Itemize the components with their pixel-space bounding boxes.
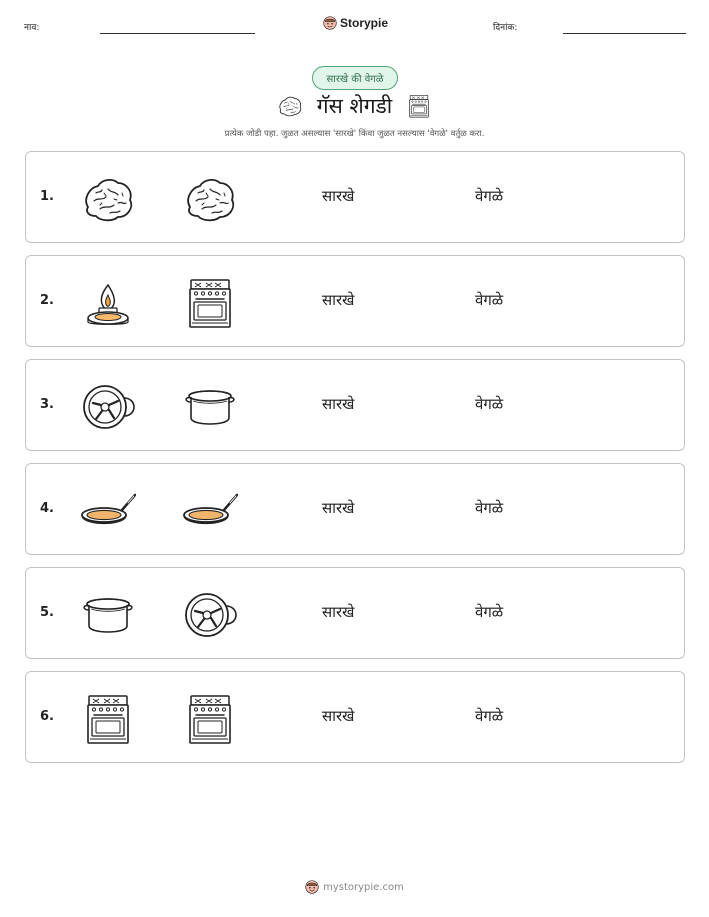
- storypie-mascot-icon: [323, 16, 337, 30]
- rock-icon: [277, 93, 303, 119]
- question-number: 3.: [40, 397, 54, 412]
- question-card: [25, 359, 685, 451]
- name-label: नाव:: [24, 23, 40, 33]
- footer: [0, 880, 709, 894]
- date-write-line[interactable]: [563, 33, 686, 34]
- option-same[interactable]: सारखे: [322, 187, 355, 205]
- question-card: [25, 671, 685, 763]
- stove-icon: [182, 691, 238, 747]
- knob-icon: [80, 379, 136, 435]
- knob-icon: [182, 587, 238, 643]
- rock-icon: [182, 171, 238, 227]
- option-same[interactable]: सारखे: [322, 291, 355, 309]
- stove-icon: [406, 93, 432, 119]
- option-different[interactable]: वेगळे: [475, 499, 504, 517]
- option-same[interactable]: सारखे: [322, 499, 355, 517]
- question-number: 6.: [40, 709, 54, 724]
- name-write-line[interactable]: [100, 33, 255, 34]
- activity-badge: सारखे की वेगळे: [312, 66, 398, 90]
- stove-icon: [182, 275, 238, 331]
- question-number: 4.: [40, 501, 54, 516]
- frying-pan-icon: [80, 483, 136, 539]
- instructions: प्रत्येक जोडी पहा. जुळत असल्यास 'सारखे' किंवा जुळत नसल्यास 'वेगळे' वर्तुळ करा.: [224, 129, 485, 139]
- pot-icon: [182, 379, 238, 435]
- option-different[interactable]: वेगळे: [475, 395, 504, 413]
- brand-logo: [323, 13, 388, 33]
- question-card: [25, 463, 685, 555]
- option-different[interactable]: वेगळे: [475, 603, 504, 621]
- page-title: गॅस शेगडी: [316, 94, 393, 118]
- question-card: [25, 151, 685, 243]
- storypie-mascot-icon: [305, 880, 319, 894]
- option-different[interactable]: वेगळे: [475, 707, 504, 725]
- frying-pan-icon: [182, 483, 238, 539]
- question-number: 1.: [40, 189, 54, 204]
- pot-icon: [80, 587, 136, 643]
- brand-name: Storypie: [340, 16, 389, 30]
- question-number: 2.: [40, 293, 54, 308]
- option-same[interactable]: सारखे: [322, 603, 355, 621]
- question-number: 5.: [40, 605, 54, 620]
- option-different[interactable]: वेगळे: [475, 291, 504, 309]
- option-different[interactable]: वेगळे: [475, 187, 504, 205]
- stove-icon: [80, 691, 136, 747]
- option-same[interactable]: सारखे: [322, 395, 355, 413]
- option-same[interactable]: सारखे: [322, 707, 355, 725]
- gas-burner-icon: [80, 275, 136, 331]
- footer-site: mystorypie.com: [323, 881, 404, 893]
- question-card: [25, 567, 685, 659]
- date-label: दिनांक:: [493, 23, 518, 33]
- title-row: [0, 88, 709, 124]
- question-card: [25, 255, 685, 347]
- worksheet-header: [0, 0, 709, 50]
- rock-icon: [80, 171, 136, 227]
